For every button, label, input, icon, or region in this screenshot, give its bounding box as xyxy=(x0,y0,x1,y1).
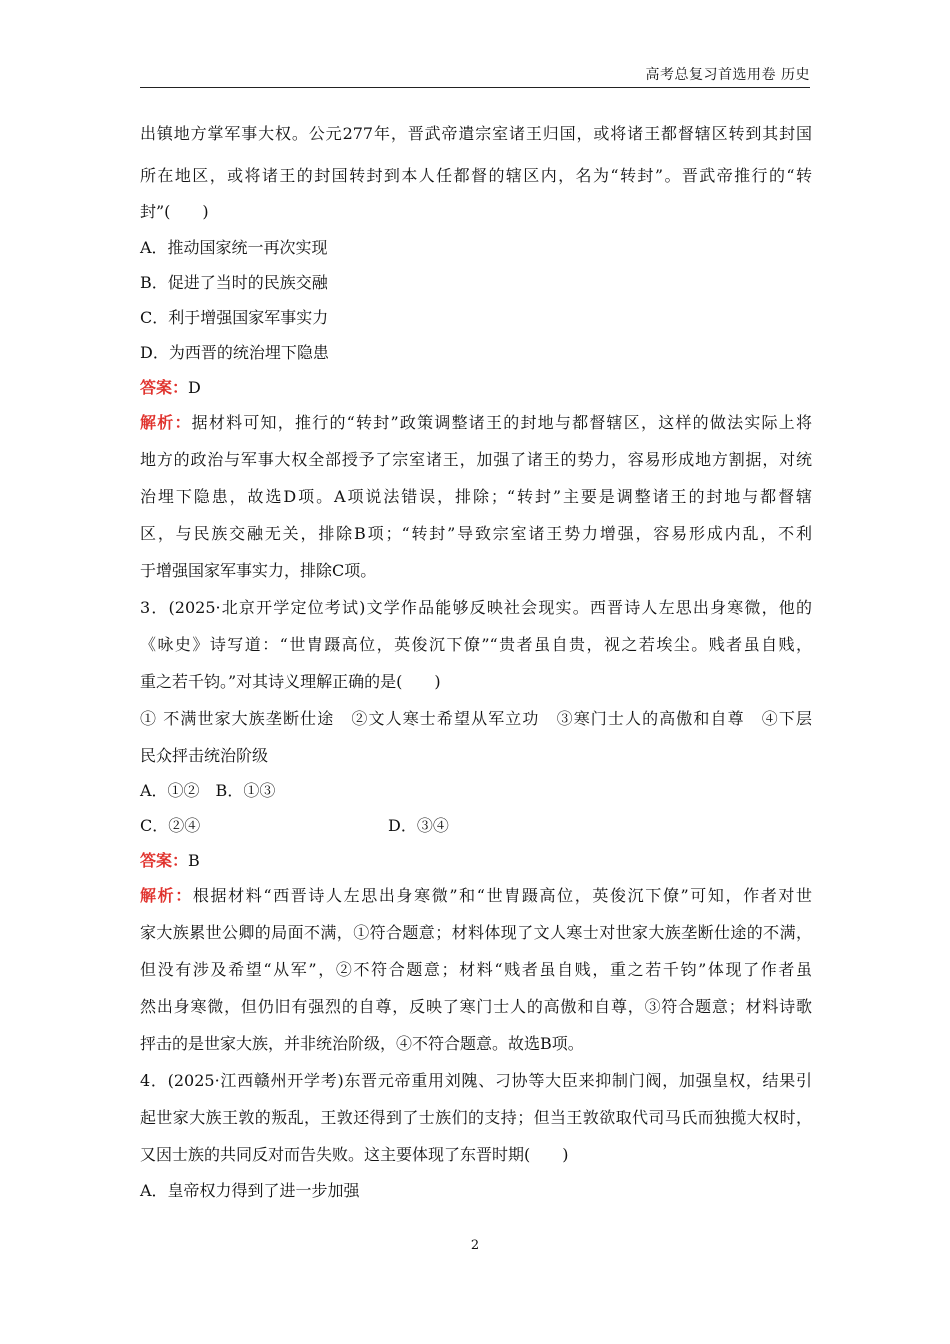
q2-answer xyxy=(140,378,812,398)
q3-analysis-line-5: 抨击的是世家大族，并非统治阶级，④不符合题意。故选B项。 xyxy=(140,1034,584,1053)
q4-stem-line-3: 又因士族的共同反对而告失败。这主要体现了东晋时期( ) xyxy=(140,1145,569,1164)
analysis-text: 根据材料“西晋诗人左思出身寒微”和“世胄蹑高位，英俊沉下僚”可知，作者对世 xyxy=(192,886,812,905)
q3-stem-line-2: 《咏史》诗写道：“世胄蹑高位，英俊沉下僚”“贵者虽自贵，视之若埃尘。贱者虽自贱， xyxy=(140,635,812,654)
q4-stem-line-2: 起世家大族王敦的叛乱，王敦还得到了士族们的支持；但当王敦欲取代司马氏而独揽大权时， xyxy=(140,1108,812,1127)
q2-option-d: D．为西晋的统治埋下隐患 xyxy=(140,343,329,362)
q3-options-row-2 xyxy=(140,816,812,836)
answer-value: B xyxy=(188,851,200,870)
q2-analysis-line-5: 于增强国家军事实力，排除C项。 xyxy=(140,561,377,580)
q3-stem-line-4: ① 不满世家大族垄断仕途 ②文人寒士希望从军立功 ③寒门士人的高傲和自尊 ④下层 xyxy=(140,709,812,728)
q2-analysis-line-1 xyxy=(140,413,812,433)
q3-analysis-line-4: 然出身寒微，但仍旧有强烈的自尊，反映了寒门士人的高傲和自尊，③符合题意；材料诗歌 xyxy=(140,997,812,1016)
q2-analysis-line-2: 地方的政治与军事大权全部授予了宗室诸王，加强了诸王的势力，容易形成地方割据，对统 xyxy=(140,450,812,469)
q3-answer xyxy=(140,851,812,871)
q3-option-d: D．③④ xyxy=(388,816,449,835)
q2-option-a: A．推动国家统一再次实现 xyxy=(140,238,328,257)
q3-stem-line-3: 重之若千钧。”对其诗义理解正确的是( ) xyxy=(140,672,441,691)
q2-analysis-line-3: 治埋下隐患，故选D项。A项说法错误，排除；“转封”主要是调整诸王的封地与都督辖 xyxy=(140,487,812,506)
q2-stem-line-1: 出镇地方掌军事大权。公元277年，晋武帝遣宗室诸王归国，或将诸王都督辖区转到其封国 xyxy=(140,124,812,143)
analysis-text: 据材料可知，推行的“转封”政策调整诸王的封地与都督辖区，这样的做法实际上将 xyxy=(191,413,812,432)
analysis-label: 解析： xyxy=(140,413,192,432)
answer-label: 答案： xyxy=(140,851,189,870)
answer-label: 答案： xyxy=(140,378,189,397)
q3-analysis-line-3: 但没有涉及希望“从军”，②不符合题意；材料“贱者虽自贱，重之若千钧”体现了作者虽 xyxy=(140,960,812,979)
q2-option-c: C．利于增强国家军事实力 xyxy=(140,308,329,327)
q3-stem-line-5: 民众抨击统治阶级 xyxy=(140,746,269,765)
q3-options-row-1: A．①② B．①③ xyxy=(140,781,276,800)
q2-stem-line-2: 所在地区，或将诸王的封国转封到本人任都督的辖区内，名为“转封”。晋武帝推行的“转 xyxy=(140,166,812,185)
q3-analysis-line-1 xyxy=(140,886,812,906)
q4-option-a: A．皇帝权力得到了进一步加强 xyxy=(140,1181,360,1200)
analysis-label: 解析： xyxy=(140,886,193,905)
answer-value: D xyxy=(188,378,201,397)
q2-stem-line-3: 封”( ) xyxy=(140,202,209,221)
q3-stem-line-1: 3．(2025·北京开学定位考试)文学作品能够反映社会现实。西晋诗人左思出身寒微，他的 xyxy=(140,598,812,617)
q2-analysis-line-4: 区，与民族交融无关，排除B项；“转封”导致宗室诸王势力增强，容易形成内乱，不利 xyxy=(140,524,812,543)
q2-option-b: B．促进了当时的民族交融 xyxy=(140,273,328,292)
q3-option-c: C．②④ xyxy=(140,816,201,835)
header-divider xyxy=(140,87,810,88)
running-header: 高考总复习首选用卷 历史 xyxy=(645,67,810,83)
q3-analysis-line-2: 家大族累世公卿的局面不满，①符合题意；材料体现了文人寒士对世家大族垄断仕途的不满， xyxy=(140,923,812,942)
page-number: 2 xyxy=(470,1238,480,1253)
q4-stem-line-1: 4．(2025·江西赣州开学考)东晋元帝重用刘隗、刁协等大臣来抑制门阀，加强皇权，结果引 xyxy=(140,1071,812,1090)
